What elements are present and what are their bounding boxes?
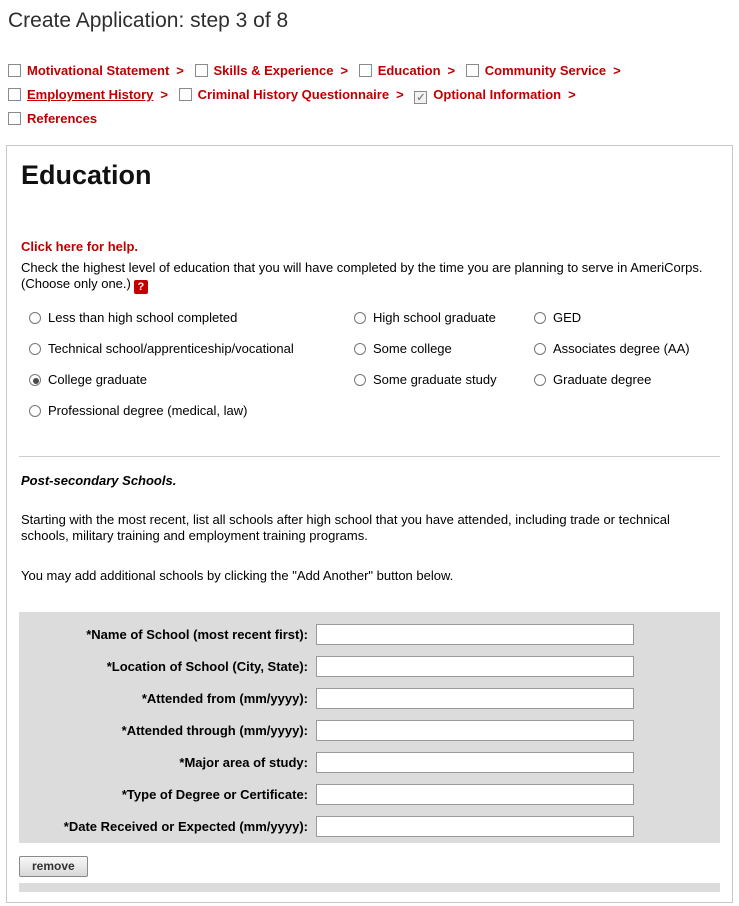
breadcrumb-label[interactable]: Education	[377, 63, 441, 78]
help-link[interactable]: Click here for help.	[21, 239, 139, 254]
radio-icon[interactable]	[29, 343, 41, 355]
page-title: Create Application: step 3 of 8	[8, 9, 289, 32]
field-label-attended-through: *Attended through (mm/yyyy):	[121, 723, 308, 738]
radio-label: Associates degree (AA)	[553, 341, 690, 356]
breadcrumb-separator: >	[340, 63, 349, 78]
breadcrumb-separator: >	[447, 63, 456, 78]
radio-label: Technical school/apprenticeship/vocational	[48, 341, 294, 356]
checkbox-icon[interactable]	[466, 64, 479, 77]
education-panel	[6, 145, 733, 903]
radio-icon[interactable]	[29, 312, 41, 324]
breadcrumb-label[interactable]: Skills & Experience	[213, 63, 334, 78]
panel-heading: Education	[21, 160, 152, 190]
breadcrumb-label[interactable]: Community Service	[484, 63, 607, 78]
radio-icon[interactable]	[29, 405, 41, 417]
type-of-degree-input[interactable]	[316, 784, 634, 805]
checkbox-icon[interactable]	[359, 64, 372, 77]
education-level-options	[29, 310, 720, 418]
attended-from-input[interactable]	[316, 688, 634, 709]
breadcrumb-separator: >	[568, 87, 576, 102]
breadcrumb-item-criminal-history-questionnaire[interactable]	[179, 87, 389, 102]
radio-option-some-college[interactable]	[354, 341, 534, 356]
breadcrumb-item-optional-information[interactable]	[414, 87, 561, 102]
radio-selected-icon[interactable]	[29, 374, 41, 386]
radio-option-high-school-graduate[interactable]	[354, 310, 534, 325]
field-label-date-received: *Date Received or Expected (mm/yyyy):	[63, 819, 308, 834]
radio-option-graduate-degree[interactable]	[534, 372, 720, 387]
radio-option-associates-degree[interactable]	[534, 341, 720, 356]
field-label-attended-from: *Attended from (mm/yyyy):	[141, 691, 308, 706]
breadcrumb-separator: >	[613, 63, 621, 78]
next-school-entry-form-partial	[19, 883, 720, 892]
section-divider	[19, 456, 720, 457]
radio-option-technical-school[interactable]	[29, 341, 354, 356]
location-of-school-input[interactable]	[316, 656, 634, 677]
breadcrumb-item-references[interactable]	[8, 111, 97, 126]
field-label-major-area: *Major area of study:	[179, 755, 308, 770]
radio-option-ged[interactable]	[534, 310, 720, 325]
checkbox-icon[interactable]	[8, 112, 21, 125]
radio-label: Graduate degree	[553, 372, 652, 387]
breadcrumb-separator: >	[176, 63, 184, 78]
breadcrumb-separator: >	[160, 87, 169, 102]
breadcrumb-item-motivational-statement[interactable]	[8, 63, 169, 78]
radio-option-professional-degree[interactable]	[29, 403, 354, 418]
help-icon[interactable]: ?	[134, 280, 148, 294]
schools-instructions: Starting with the most recent, list all schools after high school that you have attended, including trade or technical schools, military training and employment training programs.	[21, 512, 670, 543]
field-label-location-of-school: *Location of School (City, State):	[106, 659, 308, 674]
checkbox-icon[interactable]	[8, 64, 21, 77]
radio-label: GED	[553, 310, 582, 325]
radio-option-college-graduate[interactable]	[29, 372, 354, 387]
name-of-school-input[interactable]	[316, 624, 634, 645]
breadcrumb-item-employment-history[interactable]	[8, 87, 153, 102]
field-label-name-of-school: *Name of School (most recent first):	[86, 627, 308, 642]
radio-option-less-than-high-school[interactable]	[29, 310, 354, 325]
radio-label: Less than high school completed	[48, 310, 238, 325]
breadcrumb-item-community-service[interactable]	[466, 63, 606, 78]
instruction-text	[21, 260, 720, 294]
date-received-input[interactable]	[316, 816, 634, 837]
checkbox-icon[interactable]	[8, 88, 21, 101]
radio-icon[interactable]	[354, 312, 366, 324]
field-label-type-of-degree: *Type of Degree or Certificate:	[121, 787, 308, 802]
breadcrumb-label[interactable]: Criminal History Questionnaire	[197, 87, 390, 102]
radio-label: Some graduate study	[373, 372, 497, 387]
radio-icon[interactable]	[354, 343, 366, 355]
add-another-hint: You may add additional schools by clicking the "Add Another" button below.	[21, 568, 454, 583]
breadcrumb-label[interactable]: References	[27, 111, 98, 126]
breadcrumb	[8, 59, 731, 131]
breadcrumb-label[interactable]: Optional Information	[433, 87, 562, 102]
radio-option-some-graduate-study[interactable]	[354, 372, 534, 387]
breadcrumb-separator: >	[396, 87, 404, 102]
post-secondary-schools-title: Post-secondary Schools.	[21, 473, 177, 488]
radio-icon[interactable]	[354, 374, 366, 386]
breadcrumb-item-skills-experience[interactable]	[195, 63, 334, 78]
radio-label: College graduate	[48, 372, 148, 387]
radio-label: Professional degree (medical, law)	[48, 403, 248, 418]
breadcrumb-label[interactable]: Employment History	[27, 87, 154, 102]
radio-icon[interactable]	[534, 343, 546, 355]
school-entry-form	[19, 612, 720, 843]
radio-label: Some college	[373, 341, 452, 356]
radio-icon[interactable]	[534, 312, 546, 324]
checkbox-checked-icon[interactable]: ✓	[416, 92, 426, 104]
major-area-of-study-input[interactable]	[316, 752, 634, 773]
breadcrumb-label[interactable]: Motivational Statement	[27, 63, 170, 78]
checkbox-icon[interactable]	[195, 64, 208, 77]
radio-icon[interactable]	[534, 374, 546, 386]
attended-through-input[interactable]	[316, 720, 634, 741]
instruction-text-body: Check the highest level of education that you will have completed by the time you are planning to serve in AmeriCorps. (Choose only one.)	[21, 260, 703, 291]
checkbox-icon[interactable]	[179, 88, 192, 101]
radio-label: High school graduate	[373, 310, 496, 325]
remove-button[interactable]: remove	[19, 856, 88, 877]
breadcrumb-item-education[interactable]	[359, 63, 441, 78]
